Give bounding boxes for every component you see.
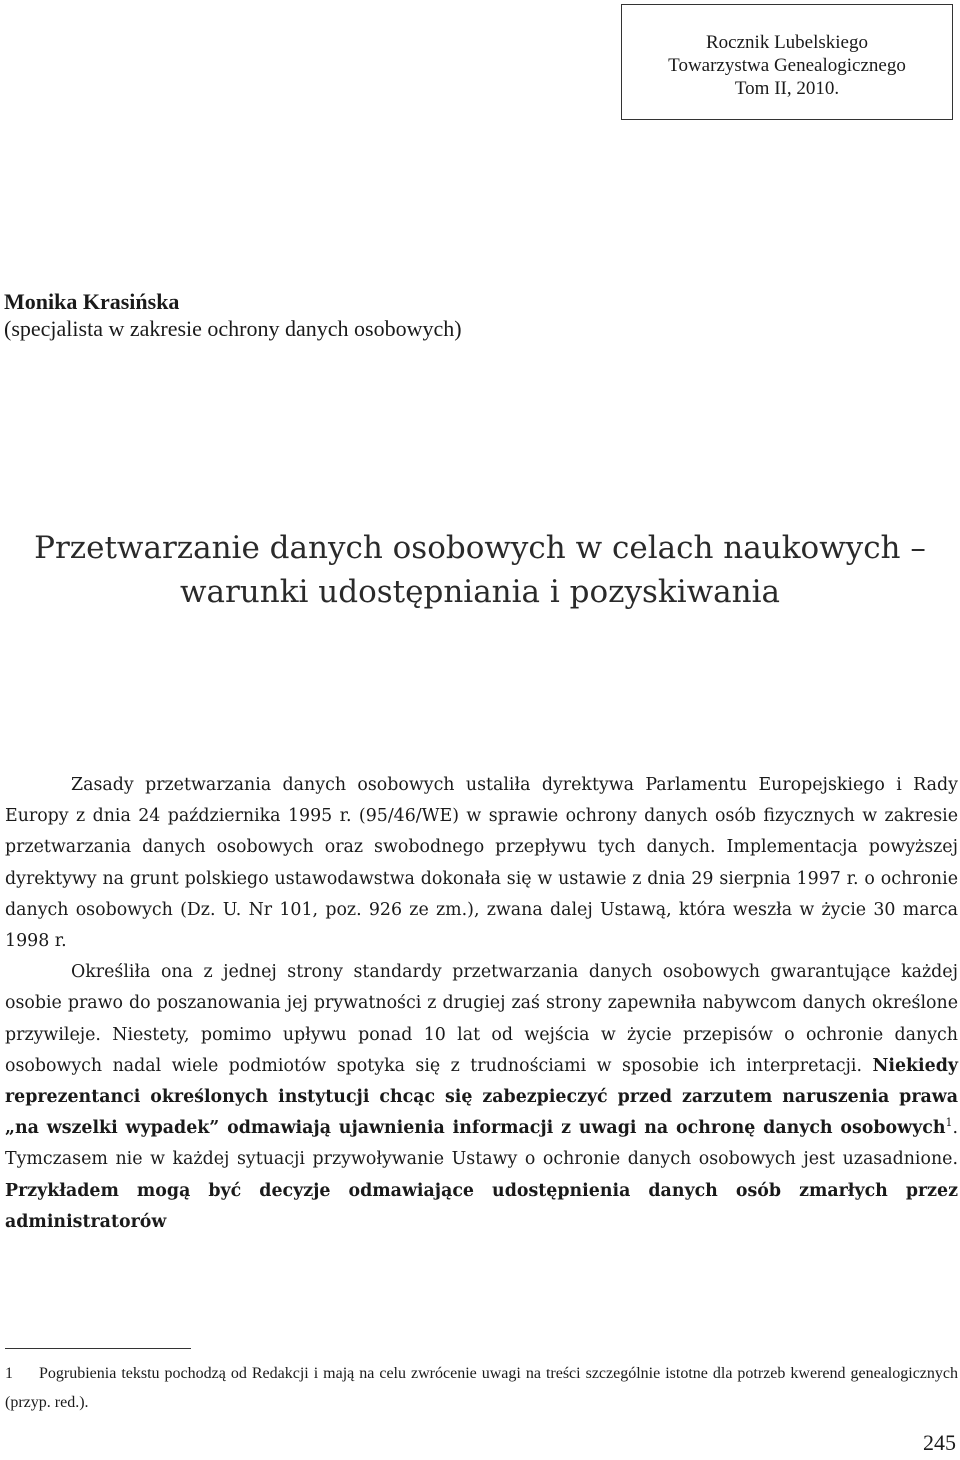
paragraph-2-text-1: Określiła ona z jednej strony standardy przetwarzania danych osobowych gwarantujące każdej osobie prawo do poszanowania jej prywatności z drugiej zaś strony zapewniła nabywcom danych określone przywileje. Niestety, pomimo upływu ponad 10 lat od wejścia w życie przepisów o ochronie danych osobowych nadal wiele podmiotów spotyka się z trudnościami w sposobie ich interpretacji. [5,962,958,1076]
paragraph-2-bold-2: Przykładem mogą być decyzje odmawiające udostępnienia danych osób zmarłych przez administratorów [5,1180,958,1232]
journal-info-box [621,4,953,120]
footnote-number: 1 [5,1365,13,1382]
author-block [4,288,462,342]
article-title [0,526,960,614]
journal-name-line2: Towarzystwa Genealogicznego [668,55,906,76]
author-affiliation: (specjalista w zakresie ochrony danych osobowych) [4,316,462,341]
article-body [5,770,958,1238]
footnote [5,1359,958,1417]
paragraph-2-text-2: . Tymczasem nie w każdej sytuacji przywoływanie Ustawy o ochronie danych osobowych jest uzasadnione. [5,1118,958,1170]
paragraph-1: Zasady przetwarzania danych osobowych ustaliła dyrektywa Parlamentu Europejskiego i Rady Europy z dnia 24 października 1995 r. (95/46/WE) w sprawie ochrony danych osób fizycznych w zakresie przetwarzania danych osobowych oraz swobodnego przepływu tych danych. Implementacja powyższej dyrektywy na grunt polskiego ustawodawstwa dokonała się w ustawie z dnia 29 sierpnia 1997 r. o ochronie danych osobowych (Dz. U. Nr 101, poz. 926 ze zm.), zwana dalej Ustawą, która weszła w życie 30 marca 1998 r. [5,775,958,952]
page-number: 245 [923,1430,956,1455]
title-line1: Przetwarzanie danych osobowych w celach naukowych – [34,530,926,566]
title-line2: warunki udostępniania i pozyskiwania [179,574,781,610]
footnote-reference[interactable]: 1 [945,1116,953,1130]
journal-name-line1: Rocznik Lubelskiego [706,32,868,53]
paragraph-2-bold-1: Niekiedy reprezentanci określonych instytucji chcąc się zabezpieczyć przed zarzutem naruszenia prawa „na wszelki wypadek” odmawiają ujawnienia informacji z uwagi na ochronę danych osobowych [5,1055,958,1139]
footnote-divider [5,1348,191,1349]
author-name: Monika Krasińska [4,289,180,314]
footnote-text: Pogrubienia tekstu pochodzą od Redakcji i mają na celu zwrócenie uwagi na treści szczególnie istotne dla potrzeb kwerend genealogicznych (przyp. red.). [5,1365,958,1411]
journal-volume: Tom II, 2010. [734,78,840,99]
paragraph-2 [5,957,958,1238]
